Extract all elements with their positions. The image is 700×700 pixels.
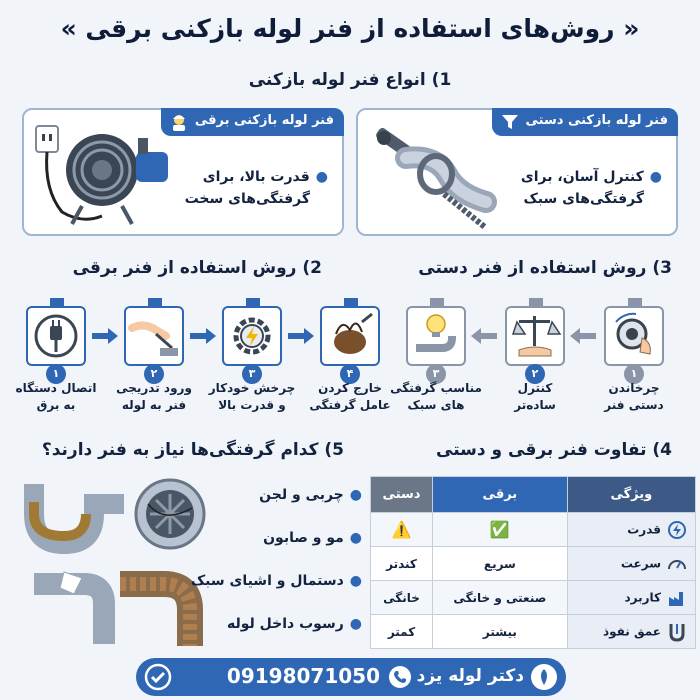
- clog-item-3: [190, 573, 362, 589]
- clog-item-4-text: رسوب داخل لوله: [227, 616, 344, 632]
- arrow-right-icon: [108, 328, 118, 344]
- electric-desc-line1: قدرت بالا، برای: [202, 169, 310, 185]
- row-manual-cell: ⚠️: [371, 513, 433, 547]
- row-electric-cell: ✅: [433, 513, 568, 547]
- phone-number[interactable]: 09198071050: [226, 664, 380, 688]
- header-feature: ویژگی: [567, 477, 695, 513]
- section-electric-method-title: 2) روش استفاده از فنر برقی: [72, 258, 322, 278]
- manual-card-desc: [521, 166, 662, 210]
- logo-icon: [530, 663, 558, 691]
- step-connector: [344, 298, 358, 308]
- row-feature-cell: [567, 615, 695, 649]
- depth-icon: [667, 622, 687, 642]
- manual-step-3-number: ۳: [426, 364, 446, 384]
- manual-step-1-line1: چرخاندن: [608, 381, 660, 395]
- electric-step-3-line1: چرخش خودکار: [208, 381, 296, 395]
- row-feature-cell: [567, 547, 695, 581]
- manual-step-2-number: ۲: [525, 364, 545, 384]
- hand-pipe-icon: [126, 308, 182, 364]
- comparison-table-wrap: [370, 476, 696, 649]
- table-row: [371, 581, 696, 615]
- electric-machine-image: [32, 120, 182, 230]
- step-connector: [430, 298, 444, 308]
- electric-step-3-line2: و قدرت بالا: [218, 398, 286, 412]
- arrow-stem: [479, 333, 497, 339]
- table-row: [371, 615, 696, 649]
- electric-card-header: [161, 108, 344, 136]
- row-electric-cell: صنعتی و خانگی: [433, 581, 568, 615]
- electric-snake-card: [22, 108, 344, 236]
- row-electric-cell: سریع: [433, 547, 568, 581]
- manual-step-1-label: [588, 380, 680, 414]
- electric-step-3-label: [206, 380, 298, 414]
- step-connector: [628, 298, 642, 308]
- manual-card-header: [492, 108, 678, 136]
- power-icon: [667, 520, 687, 540]
- row-feature-cell: [567, 581, 695, 615]
- electric-step-4-line1: خارج کردن: [318, 381, 382, 395]
- electric-step-1-label: [10, 380, 102, 414]
- manual-step-3-box: [406, 306, 466, 366]
- clog-item-1-text: چربی و لجن: [259, 487, 344, 503]
- clog-item-2: [226, 530, 362, 546]
- clog-item-2-text: مو و صابون: [263, 530, 344, 546]
- arrow-right-icon: [304, 328, 314, 344]
- header-manual: دستی: [371, 477, 433, 513]
- row-manual-cell: کمتر: [371, 615, 433, 649]
- step-connector: [148, 298, 162, 308]
- row-feature-label: عمق نفوذ: [602, 624, 661, 638]
- electric-step-2-line2: فنر به لوله: [121, 398, 187, 412]
- check-badge-icon: [144, 663, 172, 691]
- arrow-right-icon: [206, 328, 216, 344]
- electric-step-2-label: [108, 380, 200, 414]
- footer-bar: [136, 658, 566, 696]
- row-manual-cell: خانگی: [371, 581, 433, 615]
- factory-icon: [667, 588, 687, 608]
- manual-desc-line1: کنترل آسان، برای: [520, 169, 644, 185]
- scale-hand-icon: [507, 308, 563, 364]
- section-clog-types-title: 5) کدام گرفتگی‌ها نیاز به فنر دارند؟: [41, 440, 344, 460]
- manual-snake-card: [356, 108, 678, 236]
- bullet-dot: ●: [315, 169, 328, 185]
- arrow-stem: [578, 333, 596, 339]
- manual-step-2-line2: ساده‌تر: [514, 398, 556, 412]
- electric-step-1-line1: اتصال دستگاه: [15, 381, 97, 395]
- clog-pipes-image: [24, 474, 214, 650]
- electric-card-label: فنر لوله بازکنی برقی: [194, 113, 334, 128]
- manual-desc-line2: گرفتگی‌های سبک: [523, 191, 644, 207]
- section-manual-method-title: 3) روش استفاده از فنر دستی: [418, 258, 672, 278]
- plug-icon: [28, 308, 84, 364]
- manual-step-3-line1: مناسب گرفتگی: [390, 381, 482, 395]
- electric-step-2-line1: ورود تدریجی: [116, 381, 192, 395]
- page-title: « روش‌های استفاده از فنر لوله بازکنی برقی »: [60, 14, 640, 43]
- electric-step-4-label: [304, 380, 396, 414]
- clog-item-3-text: دستمال و اشیای سبک: [190, 573, 344, 589]
- clog-item-4: [216, 616, 362, 632]
- brand-name: دکتر لوله یزد: [416, 666, 524, 686]
- rotate-hand-icon: [606, 308, 662, 364]
- table-row: [371, 547, 696, 581]
- manual-step-2-line1: کنترل: [517, 381, 553, 395]
- step-connector: [246, 298, 260, 308]
- bullet-dot: ●: [349, 530, 362, 546]
- bullet-dot: ●: [349, 616, 362, 632]
- manual-step-1-number: ۱: [624, 364, 644, 384]
- electric-step-1-number: ۱: [46, 364, 66, 384]
- bullet-dot: ●: [349, 573, 362, 589]
- bulb-pipe-icon: [408, 308, 464, 364]
- electric-step-3-box: [222, 306, 282, 366]
- manual-step-2-label: [489, 380, 581, 414]
- electric-step-1-line2: به برق: [36, 398, 76, 412]
- row-feature-label: قدرت: [627, 522, 661, 536]
- electric-step-2-number: ۲: [144, 364, 164, 384]
- row-feature-cell: [567, 513, 695, 547]
- electric-step-1-box: [26, 306, 86, 366]
- speedometer-icon: [667, 554, 687, 574]
- electric-card-desc: [185, 166, 328, 210]
- manual-card-label: فنر لوله بازکنی دستی: [525, 113, 668, 128]
- manual-step-2-box: [505, 306, 565, 366]
- phone-icon: [388, 665, 412, 689]
- manual-snake-image: [366, 124, 506, 232]
- table-row: [371, 513, 696, 547]
- row-manual-cell: کندتر: [371, 547, 433, 581]
- manual-step-1-box: [604, 306, 664, 366]
- electric-step-4-line2: عامل گرفتگی: [309, 398, 391, 412]
- header-electric: برقی: [433, 477, 568, 513]
- section-types-title: 1) انواع فنر لوله بازکنی: [248, 70, 452, 90]
- manual-step-3-line2: های سبک: [407, 398, 465, 412]
- electric-step-4-number: ۴: [340, 364, 360, 384]
- electric-step-3-number: ۳: [242, 364, 262, 384]
- row-electric-cell: بیشتر: [433, 615, 568, 649]
- table-header-row: [371, 477, 696, 513]
- arrow-left-icon: [471, 328, 481, 344]
- electric-step-2-box: [124, 306, 184, 366]
- arrow-left-icon: [570, 328, 580, 344]
- row-feature-label: سرعت: [620, 556, 661, 570]
- gear-bolt-icon: [224, 308, 280, 364]
- electric-step-4-box: [320, 306, 380, 366]
- section-comparison-title: 4) تفاوت فنر برقی و دستی: [436, 440, 672, 460]
- bullet-dot: ●: [649, 169, 662, 185]
- clog-item-1: [226, 487, 362, 503]
- comparison-table: [370, 476, 696, 649]
- bullet-dot: ●: [349, 487, 362, 503]
- row-feature-label: کاربرد: [624, 590, 661, 604]
- step-connector: [529, 298, 543, 308]
- manual-step-1-line2: دستی فنر: [604, 398, 664, 412]
- manual-step-3-label: [390, 380, 482, 414]
- step-connector: [50, 298, 64, 308]
- clog-icon: [322, 308, 378, 364]
- electric-desc-line2: گرفتگی‌های سخت: [184, 191, 310, 207]
